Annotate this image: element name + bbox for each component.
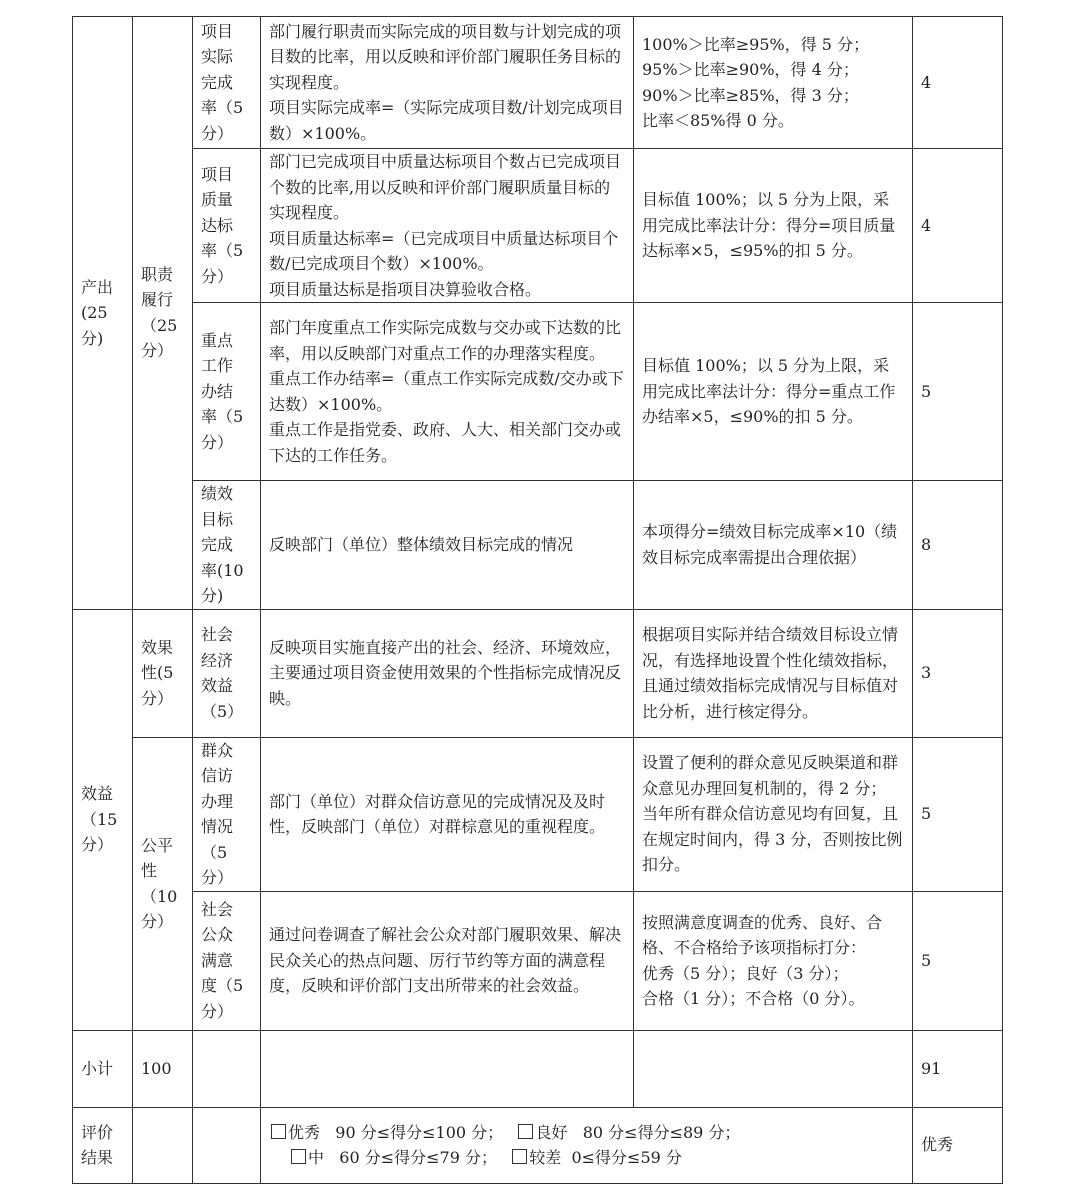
checkbox-good[interactable]: [518, 1124, 533, 1139]
result-row: [73, 1107, 1003, 1183]
subtotal-row: [73, 1030, 1003, 1107]
scoring-criteria: 按照满意度调查的优秀、良好、合格、不合格给予该项指标打分： 优秀（5 分）；良好（3 分）； 合格（1 分）；不合格（0 分）。: [634, 891, 913, 1030]
table-row: [73, 303, 1003, 481]
empty-cell: [193, 1030, 261, 1107]
indicator-description: 部门（单位）对群众信访意见的完成情况及及时性，反映部门（单位）对群棕意见的重视程度。: [261, 737, 634, 891]
score: 8: [913, 481, 1003, 610]
indicator-name: 重点 工作 办结 率（5 分）: [193, 303, 261, 481]
subcategory-fairness: 公平 性 （10 分）: [133, 737, 193, 1030]
indicator-name: 社会 经济 效益 （5）: [193, 609, 261, 737]
indicator-name: 项目 质量 达标 率（5 分）: [193, 149, 261, 303]
table-row: [73, 609, 1003, 737]
empty-cell: [261, 1030, 634, 1107]
option-excellent-label: 优秀: [288, 1122, 321, 1142]
indicator-name: 绩效 目标 完成 率(10 分): [193, 481, 261, 610]
score: 3: [913, 609, 1003, 737]
option-good-range: 80 分≤得分≤89 分；: [582, 1122, 741, 1142]
empty-cell: [634, 1030, 913, 1107]
checkbox-medium[interactable]: [291, 1149, 306, 1164]
score: 4: [913, 17, 1003, 149]
table-row: [73, 481, 1003, 610]
scoring-criteria: 本项得分=绩效目标完成率×10（绩效目标完成率需提出合理依据）: [634, 481, 913, 610]
option-excellent-range: 90 分≤得分≤100 分；: [335, 1122, 504, 1142]
checkbox-poor[interactable]: [512, 1149, 527, 1164]
score: 5: [913, 303, 1003, 481]
scoring-criteria: 100%＞比率≥95%，得 5 分； 95%＞比率≥90%，得 4 分； 90%＞比率≥85%，得 3 分； 比率＜85%得 0 分。: [634, 17, 913, 149]
table-row: [73, 17, 1003, 149]
result-options: [261, 1107, 913, 1183]
checkbox-excellent[interactable]: [271, 1124, 286, 1139]
score: 5: [913, 891, 1003, 1030]
result-options-line-2: [271, 1145, 904, 1171]
score: 4: [913, 149, 1003, 303]
option-poor-label: 较差: [529, 1148, 562, 1167]
indicator-description: 部门已完成项目中质量达标项目个数占已完成项目个数的比率,用以反映和评价部门履职质量目标的实现程度。 项目质量达标率=（已完成项目中质量达标项目个数/已完成项目个数）×100%。 项目质量达标是指项目决算验收合格。: [261, 149, 634, 303]
score: 5: [913, 737, 1003, 891]
scoring-criteria: 根据项目实际并结合绩效目标设立情况，有选择地设置个性化绩效指标，且通过绩效指标完成情况与目标值对比分析，进行核定得分。: [634, 609, 913, 737]
indicator-description: 反映部门（单位）整体绩效目标完成的情况: [261, 481, 634, 610]
table-row: [73, 737, 1003, 891]
scoring-criteria: 设置了便利的群众意见反映渠道和群众意见办理回复机制的，得 2 分； 当年所有群众信访意见均有回复，且在规定时间内，得 3 分，否则按比例扣分。: [634, 737, 913, 891]
table-row: [73, 149, 1003, 303]
subtotal-label: 小计: [73, 1030, 133, 1107]
indicator-name: 项目 实际 完成 率（5 分）: [193, 17, 261, 149]
option-medium-label: 中: [308, 1148, 325, 1167]
category-benefit: 效益 （15 分）: [73, 609, 133, 1030]
scoring-criteria: 目标值 100%；以 5 分为上限，采用完成比率法计分：得分=重点工作办结率×5，≤90%的扣 5 分。: [634, 303, 913, 481]
indicator-name: 社会 公众 满意 度（5 分）: [193, 891, 261, 1030]
indicator-description: 反映项目实施直接产出的社会、经济、环境效应，主要通过项目资金使用效果的个性指标完成情况反映。: [261, 609, 634, 737]
evaluation-table: [72, 16, 1003, 1184]
result-value: 优秀: [913, 1107, 1003, 1183]
result-label: 评价 结果: [73, 1107, 133, 1183]
indicator-description: 部门履行职责而实际完成的项目数与计划完成的项目数的比率，用以反映和评价部门履职任务目标的实现程度。 项目实际完成率=（实际完成项目数/计划完成项目数）×100%。: [261, 17, 634, 149]
scoring-criteria: 目标值 100%；以 5 分为上限，采用完成比率法计分：得分=项目质量达标率×5，≤95%的扣 5 分。: [634, 149, 913, 303]
option-medium-range: 60 分≤得分≤79 分；: [339, 1148, 497, 1167]
indicator-description: 部门年度重点工作实际完成数与交办或下达数的比率，用以反映部门对重点工作的办理落实程度。 重点工作办结率=（重点工作实际完成数/交办或下达数）×100%。 重点工作是指党委、政府、人大、相关部门交办或下达的工作任务。: [261, 303, 634, 481]
table-row: [73, 891, 1003, 1030]
subtotal-total: 100: [133, 1030, 193, 1107]
subtotal-score: 91: [913, 1030, 1003, 1107]
option-good-label: 良好: [535, 1122, 568, 1142]
subcategory-duty: 职责 履行 （25 分）: [133, 17, 193, 610]
indicator-name: 群众 信访 办理 情况 （5 分）: [193, 737, 261, 891]
subcategory-effect: 效果 性(5 分）: [133, 609, 193, 737]
category-output: 产出 (25 分): [73, 17, 133, 610]
empty-cell: [193, 1107, 261, 1183]
result-options-line-1: [271, 1120, 904, 1146]
option-poor-range: 0≤得分≤59 分: [571, 1148, 682, 1167]
indicator-description: 通过问卷调查了解社会公众对部门履职效果、解决民众关心的热点问题、厉行节约等方面的满意程度，反映和评价部门支出所带来的社会效益。: [261, 891, 634, 1030]
empty-cell: [133, 1107, 193, 1183]
